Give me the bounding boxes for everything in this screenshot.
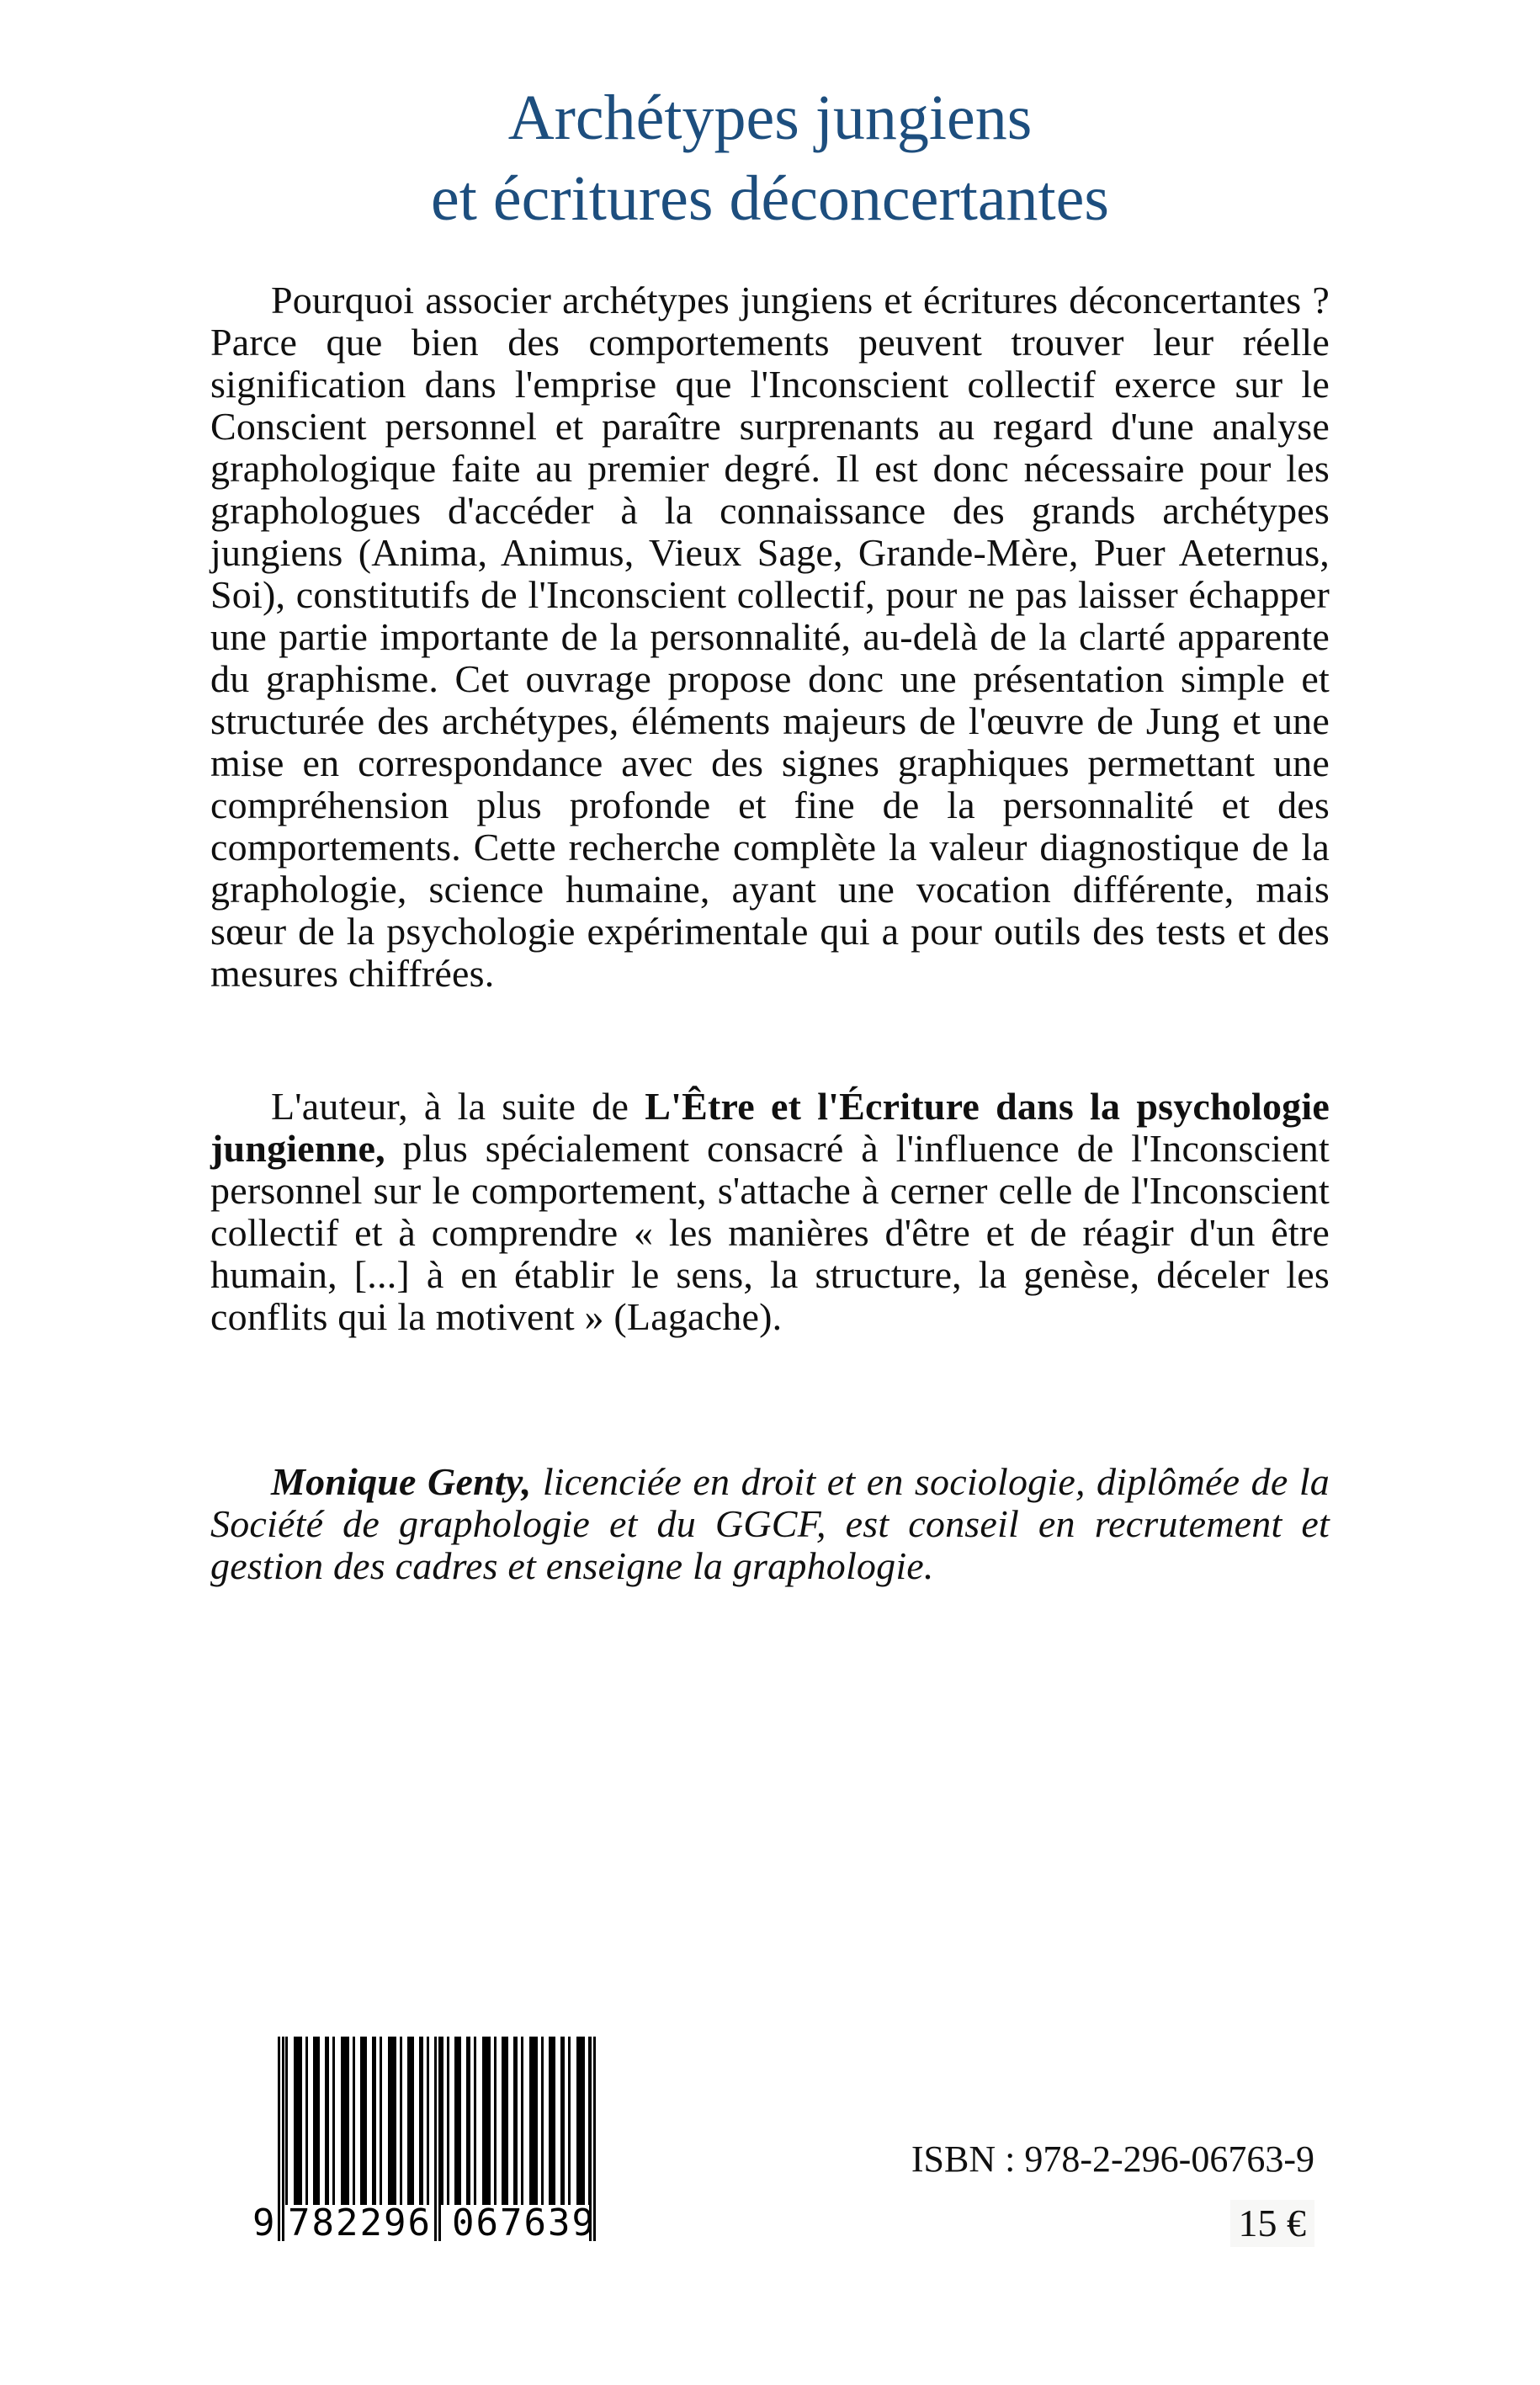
author-bio (210, 1461, 1330, 1587)
previous-work-title: L'Être et l'Écriture dans la psychologie jungienne, (210, 1085, 1330, 1170)
barcode (252, 2037, 606, 2247)
author-bio-rest: licenciée en droit et en sociologie, diplômée de la Société de graphologie et du GGCF, est conseil en recrutement et gestion des cadres et enseigne la graphologie. (210, 1460, 1330, 1587)
book-title-line1: Archétypes jungiens (507, 82, 1033, 153)
book-title-line2: et écritures déconcertantes (431, 163, 1109, 234)
barcode-digits-left: 782296 (288, 2202, 432, 2244)
price-label: 15 € (1230, 2200, 1315, 2247)
back-cover-text (0, 279, 1540, 1587)
isbn-price-block (911, 2138, 1314, 2247)
author-name: Monique Genty, (271, 1460, 532, 1503)
barcode-digits-right: 067639 (452, 2202, 596, 2244)
isbn-label: ISBN : 978-2-296-06763-9 (911, 2138, 1314, 2180)
previous-work-paragraph (210, 1086, 1330, 1338)
barcode-digit-first: 9 (252, 2202, 275, 2244)
barcode-digits (252, 2203, 606, 2244)
previous-work-intro: L'auteur, à la suite de (271, 1085, 645, 1128)
previous-work-rest: plus spécialement consacré à l'influence de l'Inconscient personnel sur le comportement, s'attache à cerner celle de l'Inconscient collectif et à comprendre « les manières d'être et de réagir d'un être humain, [...] à en établir le sens, la structure, la genèse, déceler les conflits qui la motivent » (Lagache). (210, 1127, 1330, 1338)
synopsis-paragraph: Pourquoi associer archétypes jungiens et écritures déconcertantes ? Parce que bien des comportements peuvent trouver leur réelle signification dans l'emprise que l'Inconscient collectif exerce sur le Conscient personnel et paraître surprenants au regard d'une analyse graphologique faite au premier degré. Il est donc nécessaire pour les graphologues d'accéder à la connaissance des grands archétypes jungiens (Anima, Animus, Vieux Sage, Grande-Mère, Puer Aeternus, Soi), constitutifs de l'Inconscient collectif, pour ne pas laisser échapper une partie importante de la personnalité, au-delà de la clarté apparente du graphisme. Cet ouvrage propose donc une présentation simple et structurée des archétypes, éléments majeurs de l'œuvre de Jung et une mise en correspondance avec des signes graphiques permettant une compréhension plus profonde et fine de la personnalité et des comportements. Cette recherche complète la valeur diagnostique de la graphologie, science humaine, ayant une vocation différente, mais sœur de la psychologie expérimentale qui a pour outils des tests et des mesures chiffrées. (210, 279, 1330, 995)
book-title (0, 0, 1540, 239)
